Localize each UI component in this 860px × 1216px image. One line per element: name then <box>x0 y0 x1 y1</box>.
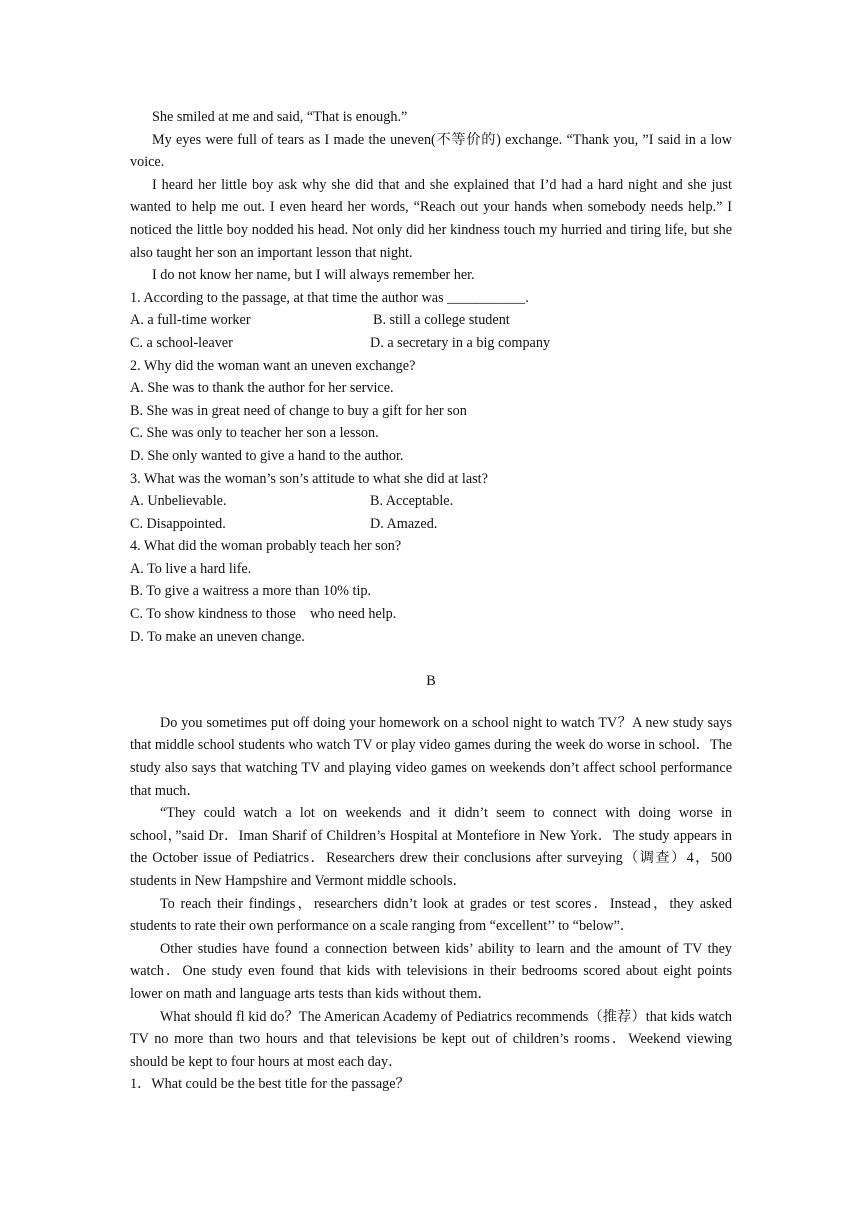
option-b: B. still a college student <box>373 312 510 329</box>
paragraph: She smiled at me and said, “That is enough.” <box>152 109 408 125</box>
question-4: 4. What did the woman probably teach her son? <box>130 538 402 555</box>
option-a: A. Unbelievable. <box>130 493 227 510</box>
paragraph: Other studies have found a connection between kids’ ability to learn and the amount of TV they watch．One study even found that kids with televisions in their bedrooms scored about eight points lower on math and language arts tests than kids without them． <box>130 940 732 1002</box>
option-c: C. To show kindness to those who need help. <box>130 606 397 623</box>
option-a: A. She was to thank the author for her service. <box>130 380 394 397</box>
section-heading: B <box>426 673 436 690</box>
question-3: 3. What was the woman’s son’s attitude to what she did at last? <box>130 470 488 487</box>
option-a: A. To live a hard life. <box>130 560 252 577</box>
option-d: D. To make an uneven change. <box>130 628 305 645</box>
option-c: C. Disappointed. <box>130 515 226 532</box>
paragraph: I heard her little boy ask why she did that and she explained that I’d had a hard night and she just wanted to help me out. I even heard her words, “Reach out your hands when somebody needs help.” I noticed the little boy nodded his head. Not only did her kindness touch my hurried and tiring life, but she also taught her son an important lesson that night. <box>130 176 732 261</box>
paragraph: What should fl kid do？The American Academy of Pediatrics recommends（推荐）that kids watch TV no more than two hours and that televisions be kept out of children’s rooms．Weekend viewing should be kept to four hours at most each day． <box>130 1008 732 1070</box>
option-d: D. a secretary in a big company <box>370 334 551 351</box>
option-b: B. Acceptable. <box>370 493 454 510</box>
option-b: B. She was in great need of change to buy a gift for her son <box>130 402 467 419</box>
paragraph: Do you sometimes put off doing your homework on a school night to watch TV？A new study says that middle school students who watch TV or play video games during the week do worse in school．The study also says that watching TV and playing video games on weekends don’t affect school performance that much． <box>130 714 732 799</box>
options-row <box>130 332 732 355</box>
document-page <box>130 106 732 1096</box>
options-row <box>130 513 732 536</box>
question-1: 1．What could be the best title for the passage？ <box>130 1076 410 1093</box>
option-c: C. a school-leaver <box>130 334 233 351</box>
paragraph: My eyes were full of tears as I made the uneven(不等价的) exchange. “Thank you, ”I said in a low voice. <box>130 131 732 171</box>
options-row <box>130 309 732 332</box>
question-2: 2. Why did the woman want an uneven exchange? <box>130 357 416 374</box>
option-b: B. To give a waitress a more than 10% tip. <box>130 583 372 600</box>
paragraph: “They could watch a lot on weekends and it didn’t seem to connect with doing worse in school，”said Dr．Iman Sharif of Children’s Hospital at Montefiore in New York．The study appears in the October issue of Pediatrics．Researchers drew their conclusions after surveying（调查）4，500 students in New Hampshire and Vermont middle schools． <box>130 805 732 889</box>
option-c: C. She was only to teacher her son a lesson. <box>130 425 379 442</box>
option-d: D. Amazed. <box>370 515 438 532</box>
question-1: 1. According to the passage, at that time the author was ___________. <box>130 289 529 306</box>
paragraph: I do not know her name, but I will always remember her. <box>152 267 475 284</box>
option-d: D. She only wanted to give a hand to the author. <box>130 447 404 464</box>
option-a: A. a full-time worker <box>130 312 251 329</box>
options-row <box>130 490 732 513</box>
paragraph: To reach their findings，researchers didn’t look at grades or test scores．Instead，they asked students to rate their own performance on a scale ranging from “excellent’’ to “below”． <box>130 895 732 935</box>
